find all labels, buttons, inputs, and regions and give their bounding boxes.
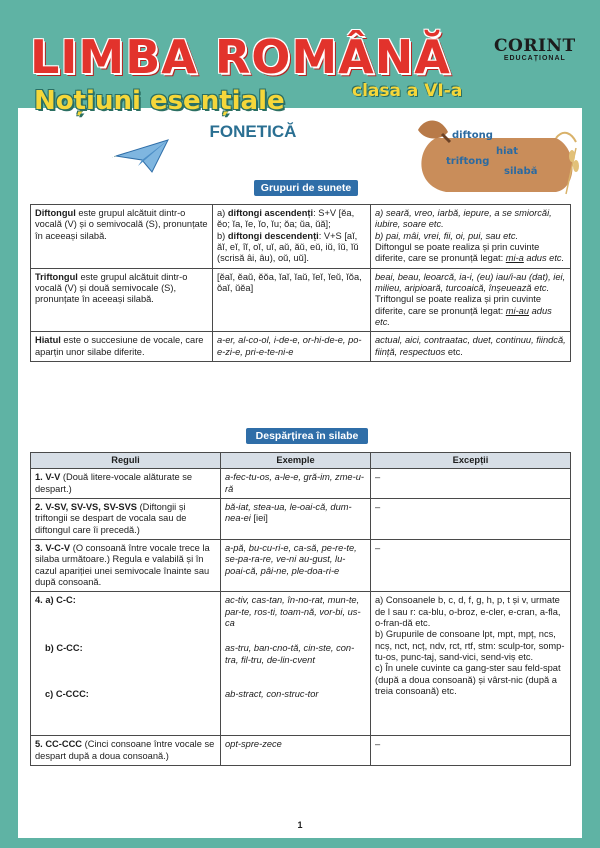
table-row: 1. V-V (Două litere-vocale alăturate se despart.) a-fec-tu-os, a-le-e, gră-im, zme-u-ră –	[31, 469, 571, 499]
publisher-logo	[494, 36, 576, 62]
book-subtitle: Noțiuni esențiale	[34, 86, 285, 116]
table-row: 2. V-SV, SV-VS, SV-SVS (Diftongii și triftongii se despart de vocala sau de diftongul care îi precedă.) bă-iat, stea-ua, le-oai-că, dum-nea-ei [iei] –	[31, 498, 571, 539]
section-title: FONETICĂ	[209, 122, 297, 141]
content-sheet	[18, 108, 582, 838]
paper-plane-icon	[112, 136, 172, 176]
bag-word-2: hiat	[496, 146, 519, 157]
page-number: 1	[297, 820, 303, 830]
table-row: Hiatul este o succesiune de vocale, care aparțin unor silabe diferite. a-er, al-co-ol, i-de-e, or-hi-de-e, po-e-zi-e, pri-e-te-ni-e actual, aici, contraatac, duet, continuu, fiindcă, ființă, respectuos etc.	[31, 332, 571, 362]
table-row: 5. CC-CCC (Cinci consoane între vocale se despart după a doua consoană.) opt-spre-zece –	[31, 736, 571, 766]
grade-label: clasa a VI-a	[352, 81, 463, 101]
table-row: 3. V-C-V (O consoană între vocale trece la silaba următoare.) Regula e valabilă și în cazul apariției unei semivocale înainte sau după consoană. a-pă, bu-cu-ri-e, ca-să, pe-re-te, se-pa-ra-re, ve-ni au-gust, lu-poai-că, pâi-ne, ple-doa-ri-e –	[31, 539, 571, 591]
band-groups: Grupuri de sunete	[254, 180, 358, 196]
bag-word-1: diftong	[452, 130, 493, 141]
bag-word-4: silabă	[504, 166, 538, 177]
book-title: LIMBA ROMÂNĂ	[30, 30, 451, 84]
table-row: 4. a) C-C: b) C-CC: c) C-CCC: ac-tiv, cas-tan, în-no-rat, mun-te, par-te, ros-ti, toam-nă, vor-bi, us-ca as-tru, ban-cno-tă, cin-ste, con-tra, fil-tru, de-lin-cvent ab-stract, con-struc-tor a) Consoanele b, c, d, f, g, h, p, t și v, urmate de l sau r: ca-blu, o-broz, e-cler, e-cran, a-fla, o-fran-dă etc. b) Grupurile de consoane lpt, mpt, mpț, ncs, ncș, nct, ncț, ndv, rct, rtf, stm: sculp-tor, somp-tu-os, punc-taj, sand-vici, send-viș etc. c) În unele cuvinte ca gang-ster sau feld-spat (după a doua consoană) și vârst-nic (după a treia consoană) etc.	[31, 592, 571, 736]
sack-icon	[406, 108, 582, 198]
publisher-sub: EDUCAȚIONAL	[503, 55, 566, 62]
term: Triftongul	[35, 271, 78, 282]
band-syllables: Despărțirea în silabe	[246, 428, 368, 444]
table-row: Diftongul este grupul alcătuit dintr-o vocală (V) și o semivocală (S), pronunțate în aceeași silabă. a) diftongi ascendenți: S+V [ĕa, ĕo; ĭa, ĭe, ĭo, ĭu; ŏa; ŭa, ŭă]; b) diftongi descendenți: V+S [aĭ, ăĭ, eĭ, îĭ, oĭ, uĭ, aŭ, ăŭ, eŭ, iŭ, îŭ, ĭŭ (scrisă âi, âu), oŭ, uŭ]. a) seară, vreo, iarbă, iepure, a se smiorcăi, iubire, soare etc. b) pai, mâi, vrei, fii, oi, pui, sau etc. Diftongul se poate realiza și prin cuvinte diferite, care se pronunță legat: mi-a adus etc.	[31, 205, 571, 269]
wheat-icon	[569, 150, 575, 162]
groups-table	[30, 204, 571, 362]
term: Diftongul	[35, 208, 76, 218]
table-row: Triftongul este grupul alcătuit dintr-o vocală (V) și două semivocale (S), pronunțate în aceeași silabă. [ĕaĭ, ĕaŭ, ĕŏa, ĭaĭ, ĭaŭ, ĭeĭ, ĭeŭ, ĭŏa, ŏaĭ, ŭĕa] beai, beau, leoarcă, ia-i, (eu) iau/i-au (dat), iei, milieu, aripioară, turcoaică, înșeuează etc. Triftongul se poate realiza și prin cuvinte diferite, care se pronunță legat: mi-au adus etc.	[31, 268, 571, 332]
syllables-table	[30, 452, 571, 766]
bag-word-3: triftong	[446, 156, 490, 167]
publisher-name: CORINT	[494, 36, 576, 56]
table-header-row: Reguli Exemple Excepții	[31, 453, 571, 469]
term: Hiatul	[35, 335, 61, 346]
